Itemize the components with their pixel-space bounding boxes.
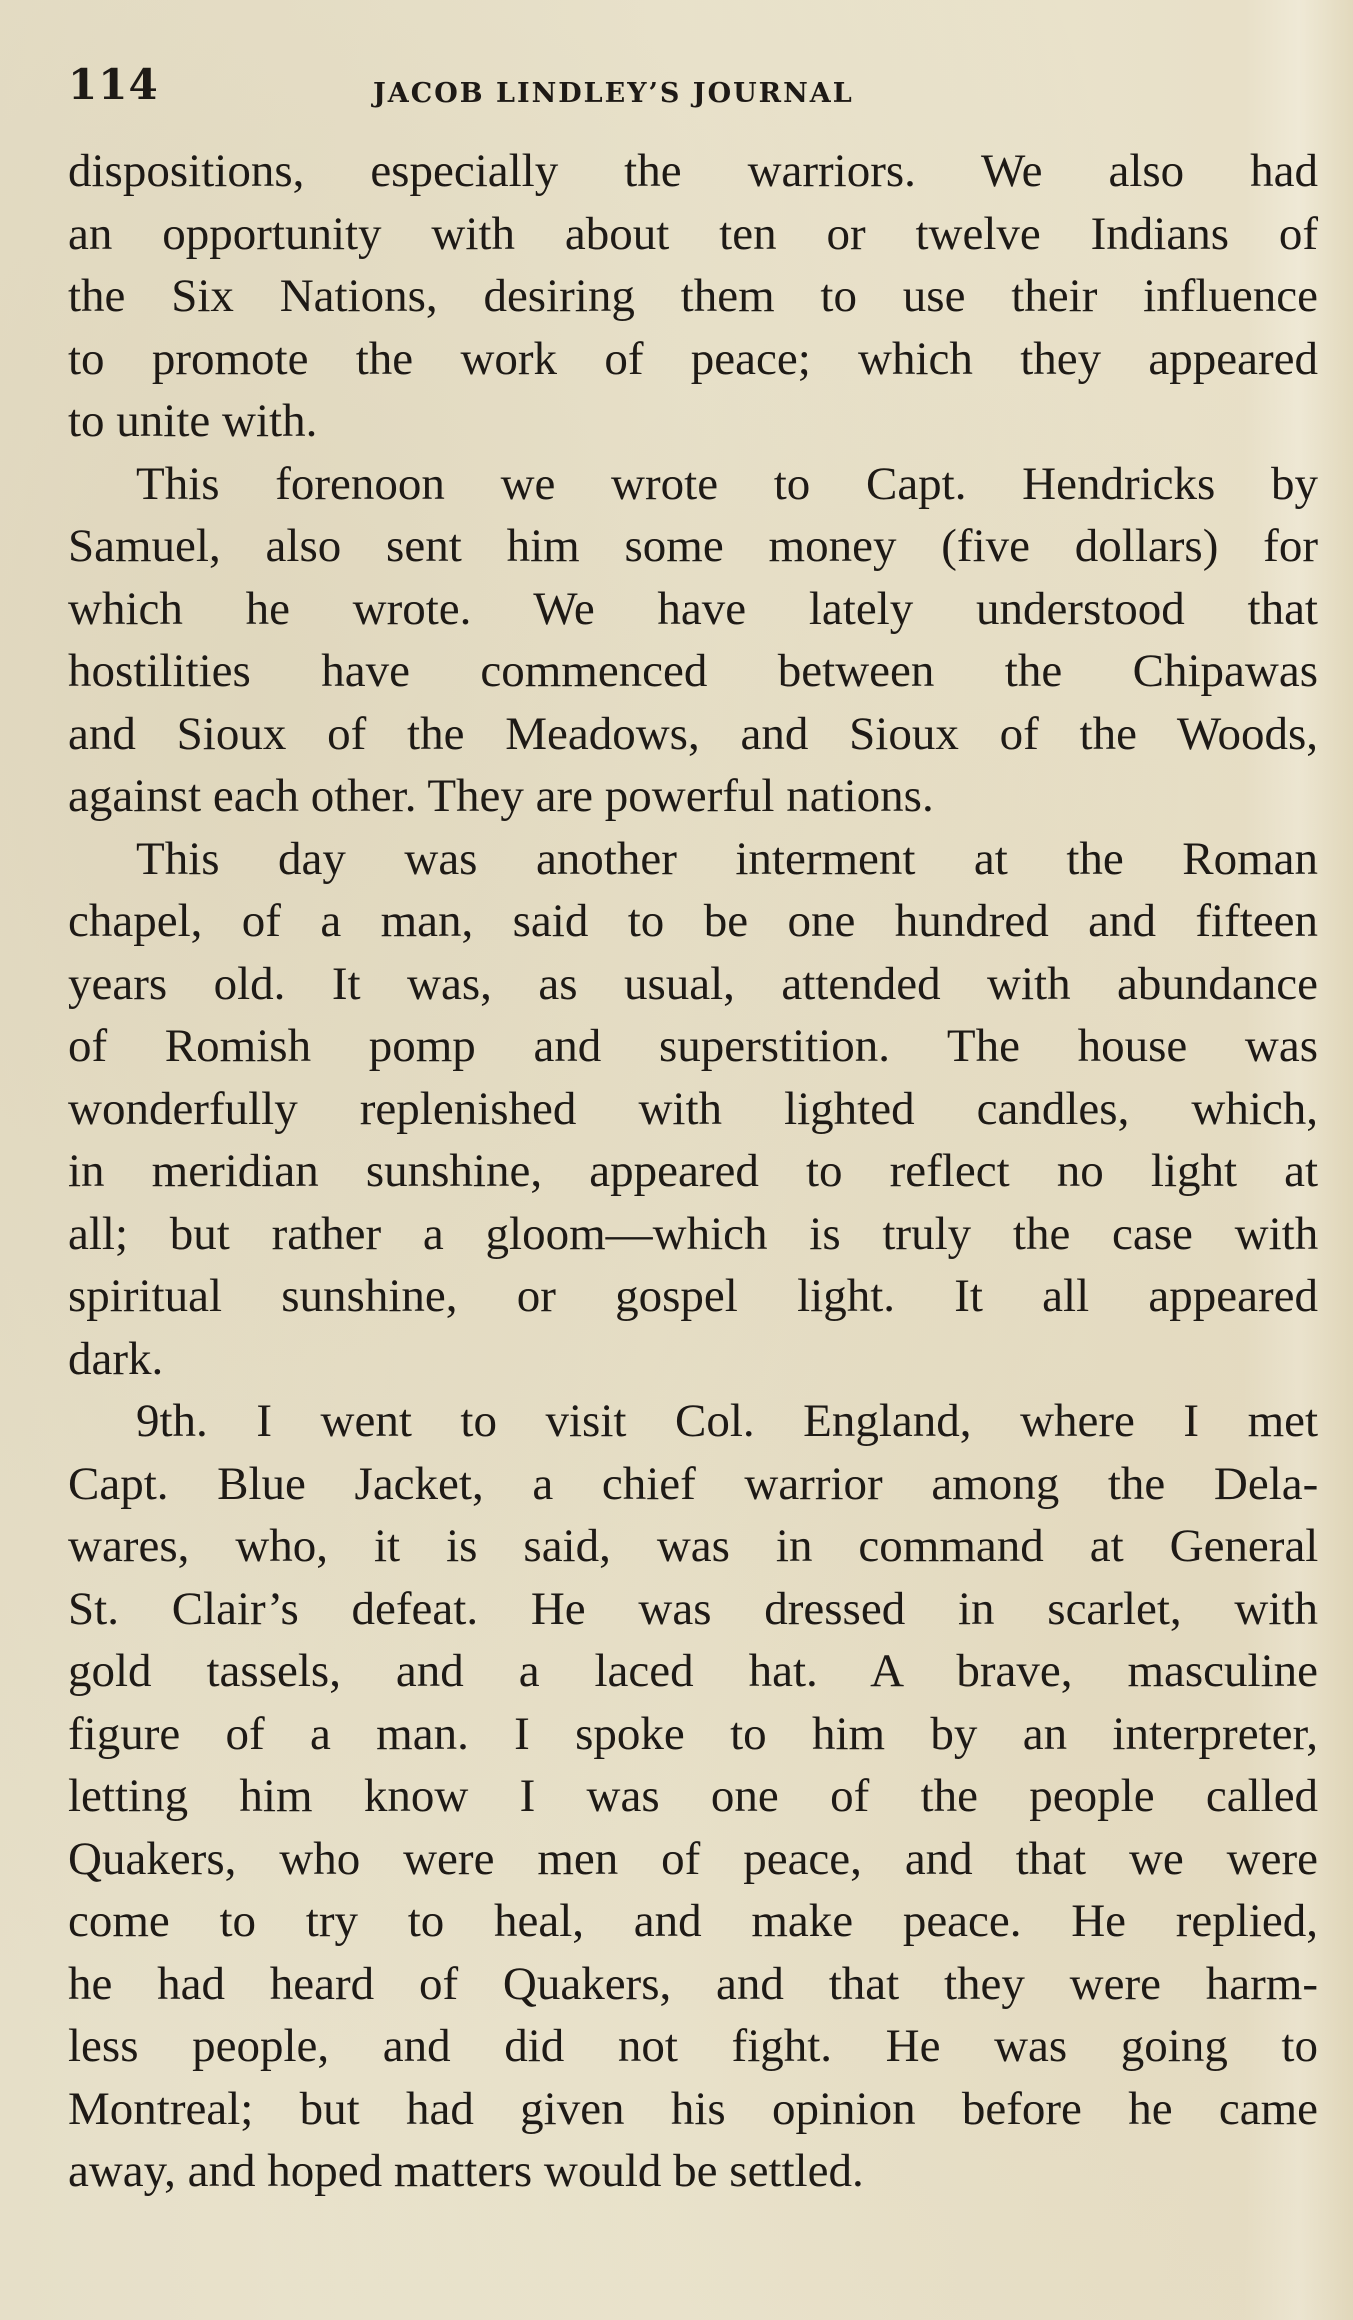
- text-line: he had heard of Quakers, and that they were harm-: [68, 1957, 1318, 2010]
- text-line: come to try to heal, and make peace. He replied,: [68, 1895, 1318, 1947]
- text-line: an opportunity with about ten or twelve Indians of: [68, 207, 1319, 260]
- running-head: [68, 60, 1318, 140]
- text-line: the Six Nations, desiring them to use their influence: [68, 270, 1318, 322]
- text-line: Quakers, who were men of peace, and that we were: [68, 1832, 1318, 1885]
- text-line: gold tassels, and a laced hat. A brave, masculine: [68, 1645, 1318, 1697]
- text-line: which he wrote. We have lately understood that: [68, 582, 1318, 635]
- text-line: to promote the work of peace; which they appeared: [68, 332, 1318, 385]
- running-title: JACOB LINDLEY’S JOURNAL: [373, 78, 854, 109]
- text-line: This forenoon we wrote to Capt. Hendricks by: [136, 457, 1318, 510]
- text-line: less people, and did not fight. He was going to: [68, 2020, 1318, 2072]
- text-line: and Sioux of the Meadows, and Sioux of the Woods,: [68, 707, 1318, 760]
- body-text: [68, 140, 1318, 2203]
- text-line: 9th. I went to visit Col. England, where I met: [136, 1395, 1319, 1447]
- paragraph-hendricks: [68, 453, 1318, 828]
- text-line: Capt. Blue Jacket, a chief warrior among the Dela-: [68, 1457, 1319, 1510]
- paragraph-blue-jacket: [68, 1390, 1318, 2203]
- paragraph-interment: [68, 828, 1318, 1391]
- text-line: against each other. They are powerful nations.: [68, 770, 934, 822]
- text-line: figure of a man. I spoke to him by an interpreter,: [68, 1707, 1318, 1760]
- text-line: dark.: [68, 1332, 164, 1385]
- text-line: away, and hoped matters would be settled.: [68, 2145, 864, 2197]
- paragraph-dispositions: [68, 140, 1318, 453]
- text-line: Montreal; but had given his opinion before he came: [68, 2082, 1318, 2135]
- text-line: St. Clair’s defeat. He was dressed in scarlet, with: [68, 1582, 1318, 1635]
- text-line: dispositions, especially the warriors. We also had: [68, 145, 1318, 197]
- text-line: wonderfully replenished with lighted candles, which,: [68, 1082, 1318, 1135]
- text-line: years old. It was, as usual, attended with abundance: [68, 957, 1318, 1010]
- text-line: This day was another interment at the Roman: [136, 832, 1318, 885]
- page-number: 114: [68, 60, 159, 109]
- text-line: chapel, of a man, said to be one hundred and fifteen: [68, 895, 1318, 947]
- text-line: letting him know I was one of the people called: [68, 1770, 1319, 1822]
- text-line: of Romish pomp and superstition. The house was: [68, 1020, 1318, 1072]
- text-line: to unite with.: [68, 395, 318, 447]
- text-line: Samuel, also sent him some money (five dollars) for: [68, 520, 1318, 572]
- text-line: in meridian sunshine, appeared to reflect no light at: [68, 1145, 1319, 1197]
- book-page: [68, 60, 1318, 2203]
- text-line: wares, who, it is said, was in command at General: [68, 1520, 1319, 1572]
- text-line: all; but rather a gloom—which is truly the case with: [68, 1207, 1319, 1260]
- text-line: spiritual sunshine, or gospel light. It all appeared: [68, 1270, 1318, 1322]
- text-line: hostilities have commenced between the Chipawas: [68, 645, 1318, 697]
